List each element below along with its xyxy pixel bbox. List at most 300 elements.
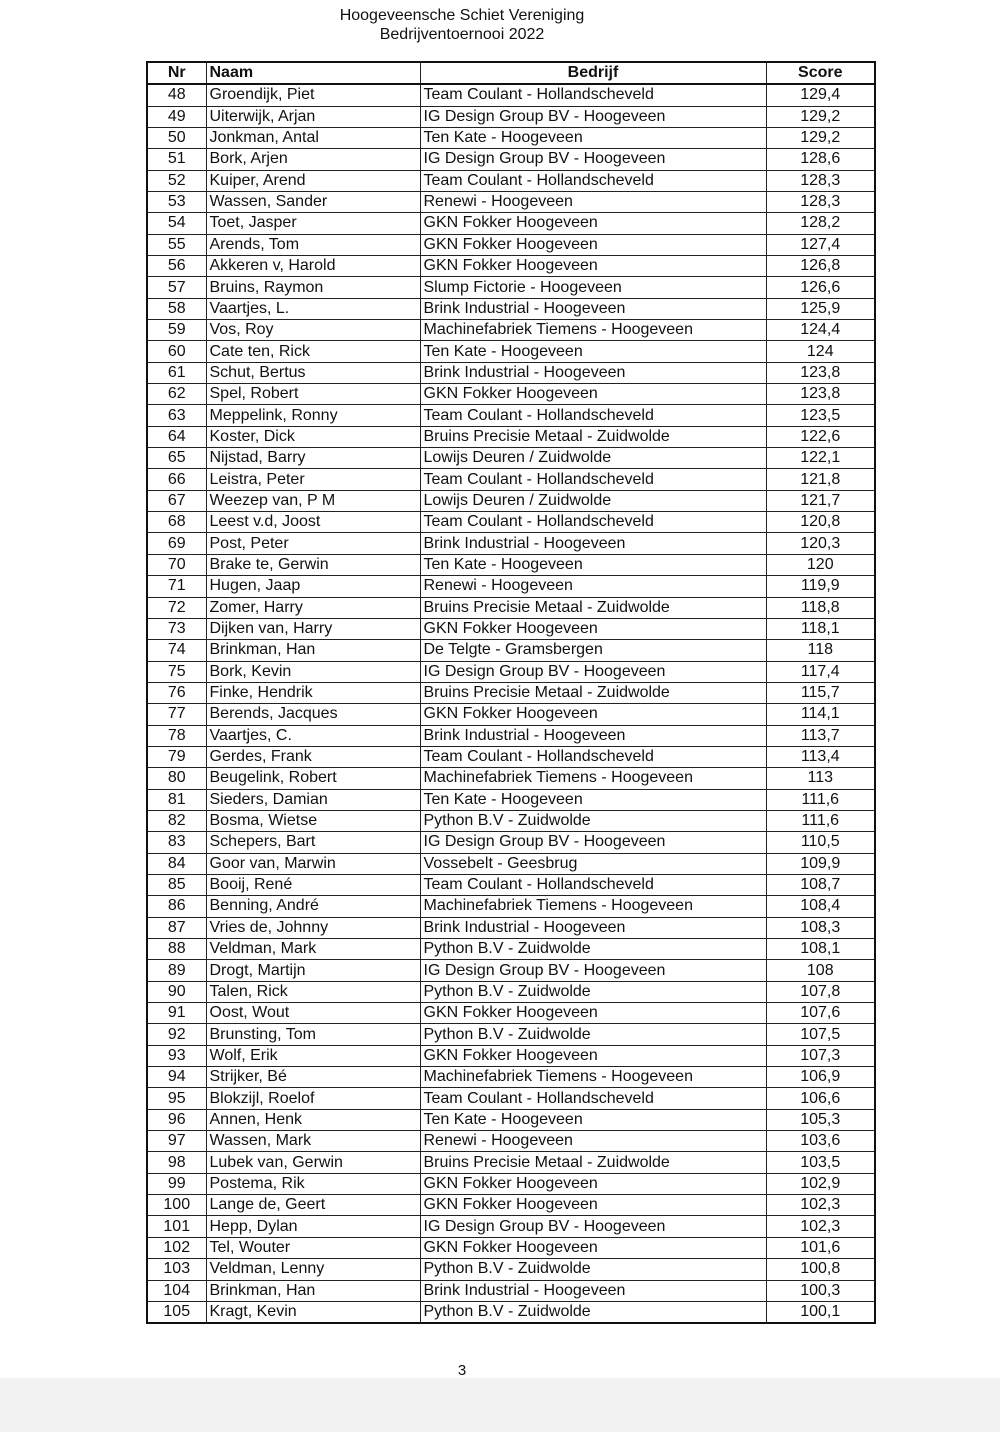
cell-naam: Dijken van, Harry: [206, 618, 420, 639]
cell-score: 109,9: [766, 853, 875, 874]
cell-bedrijf: GKN Fokker Hoogeveen: [420, 234, 766, 255]
table-row: [147, 1237, 875, 1258]
cell-naam: Koster, Dick: [206, 426, 420, 447]
cell-naam: Brunsting, Tom: [206, 1024, 420, 1045]
table-row: [147, 853, 875, 874]
cell-score: 113,7: [766, 725, 875, 746]
table-row: [147, 512, 875, 533]
cell-bedrijf: Brink Industrial - Hoogeveen: [420, 1280, 766, 1301]
cell-naam: Schepers, Bart: [206, 832, 420, 853]
cell-score: 111,6: [766, 789, 875, 810]
cell-score: 107,5: [766, 1024, 875, 1045]
table-row: [147, 106, 875, 127]
cell-naam: Toet, Jasper: [206, 213, 420, 234]
cell-naam: Leest v.d, Joost: [206, 512, 420, 533]
cell-naam: Hugen, Jaap: [206, 576, 420, 597]
cell-score: 118,1: [766, 618, 875, 639]
cell-nr: 71: [147, 576, 206, 597]
cell-bedrijf: Bruins Precisie Metaal - Zuidwolde: [420, 426, 766, 447]
cell-nr: 81: [147, 789, 206, 810]
cell-nr: 63: [147, 405, 206, 426]
cell-nr: 86: [147, 896, 206, 917]
cell-bedrijf: GKN Fokker Hoogeveen: [420, 256, 766, 277]
cell-nr: 76: [147, 682, 206, 703]
cell-naam: Gerdes, Frank: [206, 746, 420, 767]
cell-bedrijf: GKN Fokker Hoogeveen: [420, 213, 766, 234]
cell-bedrijf: Brink Industrial - Hoogeveen: [420, 298, 766, 319]
cell-bedrijf: Ten Kate - Hoogeveen: [420, 341, 766, 362]
cell-nr: 102: [147, 1237, 206, 1258]
cell-bedrijf: Machinefabriek Tiemens - Hoogeveen: [420, 768, 766, 789]
cell-bedrijf: Renewi - Hoogeveen: [420, 191, 766, 212]
cell-naam: Drogt, Martijn: [206, 960, 420, 981]
cell-nr: 92: [147, 1024, 206, 1045]
cell-nr: 80: [147, 768, 206, 789]
cell-bedrijf: GKN Fokker Hoogeveen: [420, 1045, 766, 1066]
cell-naam: Wassen, Sander: [206, 191, 420, 212]
cell-score: 123,8: [766, 384, 875, 405]
table-row: [147, 810, 875, 831]
cell-nr: 95: [147, 1088, 206, 1109]
cell-nr: 75: [147, 661, 206, 682]
cell-score: 113: [766, 768, 875, 789]
cell-bedrijf: IG Design Group BV - Hoogeveen: [420, 960, 766, 981]
table-row: [147, 960, 875, 981]
page-number-text: 3: [457, 1362, 467, 1379]
cell-naam: Benning, André: [206, 896, 420, 917]
cell-nr: 56: [147, 256, 206, 277]
cell-bedrijf: Python B.V - Zuidwolde: [420, 1301, 766, 1323]
table-row: [147, 1024, 875, 1045]
cell-bedrijf: Brink Industrial - Hoogeveen: [420, 725, 766, 746]
cell-nr: 100: [147, 1195, 206, 1216]
cell-score: 103,6: [766, 1131, 875, 1152]
cell-naam: Veldman, Lenny: [206, 1259, 420, 1280]
cell-naam: Meppelink, Ronny: [206, 405, 420, 426]
cell-naam: Vaartjes, L.: [206, 298, 420, 319]
cell-score: 108,3: [766, 917, 875, 938]
cell-bedrijf: GKN Fokker Hoogeveen: [420, 384, 766, 405]
cell-nr: 83: [147, 832, 206, 853]
cell-bedrijf: Ten Kate - Hoogeveen: [420, 127, 766, 148]
cell-nr: 51: [147, 149, 206, 170]
cell-naam: Annen, Henk: [206, 1109, 420, 1130]
cell-score: 123,5: [766, 405, 875, 426]
cell-naam: Nijstad, Barry: [206, 448, 420, 469]
cell-score: 103,5: [766, 1152, 875, 1173]
table-row: [147, 640, 875, 661]
table-row: [147, 1152, 875, 1173]
table-row: [147, 384, 875, 405]
cell-bedrijf: Lowijs Deuren / Zuidwolde: [420, 490, 766, 511]
cell-bedrijf: Team Coulant - Hollandscheveld: [420, 1088, 766, 1109]
cell-score: 120,3: [766, 533, 875, 554]
cell-bedrijf: Vossebelt - Geesbrug: [420, 853, 766, 874]
cell-bedrijf: Team Coulant - Hollandscheveld: [420, 874, 766, 895]
cell-score: 127,4: [766, 234, 875, 255]
cell-bedrijf: Team Coulant - Hollandscheveld: [420, 170, 766, 191]
column-header-nr: Nr: [147, 62, 206, 84]
cell-naam: Hepp, Dylan: [206, 1216, 420, 1237]
cell-nr: 53: [147, 191, 206, 212]
cell-bedrijf: Brink Industrial - Hoogeveen: [420, 362, 766, 383]
cell-bedrijf: Python B.V - Zuidwolde: [420, 939, 766, 960]
cell-bedrijf: GKN Fokker Hoogeveen: [420, 704, 766, 725]
cell-naam: Berends, Jacques: [206, 704, 420, 725]
cell-bedrijf: GKN Fokker Hoogeveen: [420, 1195, 766, 1216]
cell-nr: 50: [147, 127, 206, 148]
table-row: [147, 618, 875, 639]
cell-score: 124: [766, 341, 875, 362]
table-row: [147, 1045, 875, 1066]
cell-score: 117,4: [766, 661, 875, 682]
cell-bedrijf: Machinefabriek Tiemens - Hoogeveen: [420, 1067, 766, 1088]
cell-naam: Vries de, Johnny: [206, 917, 420, 938]
cell-naam: Spel, Robert: [206, 384, 420, 405]
cell-nr: 48: [147, 84, 206, 106]
cell-nr: 105: [147, 1301, 206, 1323]
cell-nr: 57: [147, 277, 206, 298]
cell-score: 121,8: [766, 469, 875, 490]
table-row: [147, 832, 875, 853]
cell-naam: Jonkman, Antal: [206, 127, 420, 148]
table-row: [147, 405, 875, 426]
cell-score: 106,6: [766, 1088, 875, 1109]
cell-naam: Strijker, Bé: [206, 1067, 420, 1088]
cell-nr: 59: [147, 320, 206, 341]
cell-nr: 98: [147, 1152, 206, 1173]
table-row: [147, 234, 875, 255]
table-row: [147, 448, 875, 469]
table-header-row: [147, 62, 875, 84]
cell-score: 129,4: [766, 84, 875, 106]
cell-naam: Brinkman, Han: [206, 640, 420, 661]
cell-score: 105,3: [766, 1109, 875, 1130]
cell-bedrijf: IG Design Group BV - Hoogeveen: [420, 661, 766, 682]
table-row: [147, 1131, 875, 1152]
cell-naam: Akkeren v, Harold: [206, 256, 420, 277]
cell-bedrijf: GKN Fokker Hoogeveen: [420, 1173, 766, 1194]
cell-nr: 82: [147, 810, 206, 831]
cell-nr: 90: [147, 981, 206, 1002]
table-row: [147, 1301, 875, 1323]
cell-score: 108,7: [766, 874, 875, 895]
cell-nr: 78: [147, 725, 206, 746]
table-row: [147, 533, 875, 554]
cell-bedrijf: Python B.V - Zuidwolde: [420, 1024, 766, 1045]
cell-bedrijf: IG Design Group BV - Hoogeveen: [420, 106, 766, 127]
cell-bedrijf: Bruins Precisie Metaal - Zuidwolde: [420, 597, 766, 618]
cell-bedrijf: Bruins Precisie Metaal - Zuidwolde: [420, 682, 766, 703]
table-row: [147, 256, 875, 277]
cell-naam: Brinkman, Han: [206, 1280, 420, 1301]
cell-nr: 54: [147, 213, 206, 234]
cell-score: 102,9: [766, 1173, 875, 1194]
table-row: [147, 170, 875, 191]
cell-naam: Bruins, Raymon: [206, 277, 420, 298]
cell-bedrijf: De Telgte - Gramsbergen: [420, 640, 766, 661]
cell-naam: Lubek van, Gerwin: [206, 1152, 420, 1173]
cell-nr: 73: [147, 618, 206, 639]
table-row: [147, 149, 875, 170]
cell-naam: Sieders, Damian: [206, 789, 420, 810]
cell-bedrijf: Team Coulant - Hollandscheveld: [420, 84, 766, 106]
cell-score: 100,3: [766, 1280, 875, 1301]
cell-bedrijf: Slump Fictorie - Hoogeveen: [420, 277, 766, 298]
cell-nr: 64: [147, 426, 206, 447]
cell-bedrijf: GKN Fokker Hoogeveen: [420, 1003, 766, 1024]
cell-naam: Talen, Rick: [206, 981, 420, 1002]
cell-score: 128,3: [766, 170, 875, 191]
cell-naam: Finke, Hendrik: [206, 682, 420, 703]
cell-bedrijf: Ten Kate - Hoogeveen: [420, 789, 766, 810]
table-row: [147, 1280, 875, 1301]
header-title: Hoogeveensche Schiet Vereniging: [339, 7, 585, 24]
cell-naam: Uiterwijk, Arjan: [206, 106, 420, 127]
cell-score: 100,1: [766, 1301, 875, 1323]
table-row: [147, 725, 875, 746]
cell-score: 123,8: [766, 362, 875, 383]
cell-naam: Kragt, Kevin: [206, 1301, 420, 1323]
cell-bedrijf: GKN Fokker Hoogeveen: [420, 1237, 766, 1258]
cell-naam: Zomer, Harry: [206, 597, 420, 618]
cell-nr: 91: [147, 1003, 206, 1024]
cell-score: 106,9: [766, 1067, 875, 1088]
cell-score: 108,4: [766, 896, 875, 917]
cell-nr: 74: [147, 640, 206, 661]
table-row: [147, 896, 875, 917]
cell-bedrijf: IG Design Group BV - Hoogeveen: [420, 149, 766, 170]
cell-score: 115,7: [766, 682, 875, 703]
cell-score: 102,3: [766, 1216, 875, 1237]
cell-nr: 87: [147, 917, 206, 938]
cell-nr: 62: [147, 384, 206, 405]
table-row: [147, 469, 875, 490]
table-row: [147, 298, 875, 319]
cell-score: 101,6: [766, 1237, 875, 1258]
cell-nr: 94: [147, 1067, 206, 1088]
cell-nr: 68: [147, 512, 206, 533]
cell-nr: 97: [147, 1131, 206, 1152]
cell-nr: 49: [147, 106, 206, 127]
cell-naam: Veldman, Mark: [206, 939, 420, 960]
table-row: [147, 597, 875, 618]
cell-score: 122,6: [766, 426, 875, 447]
cell-bedrijf: Brink Industrial - Hoogeveen: [420, 533, 766, 554]
cell-score: 119,9: [766, 576, 875, 597]
cell-score: 107,3: [766, 1045, 875, 1066]
cell-score: 122,1: [766, 448, 875, 469]
cell-score: 113,4: [766, 746, 875, 767]
cell-bedrijf: GKN Fokker Hoogeveen: [420, 618, 766, 639]
cell-nr: 104: [147, 1280, 206, 1301]
cell-naam: Beugelink, Robert: [206, 768, 420, 789]
cell-naam: Wassen, Mark: [206, 1131, 420, 1152]
cell-naam: Schut, Bertus: [206, 362, 420, 383]
cell-naam: Blokzijl, Roelof: [206, 1088, 420, 1109]
cell-score: 107,6: [766, 1003, 875, 1024]
cell-bedrijf: Brink Industrial - Hoogeveen: [420, 917, 766, 938]
table-row: [147, 127, 875, 148]
cell-nr: 72: [147, 597, 206, 618]
cell-bedrijf: Team Coulant - Hollandscheveld: [420, 405, 766, 426]
column-header-naam: Naam: [206, 62, 420, 84]
cell-nr: 69: [147, 533, 206, 554]
cell-bedrijf: Machinefabriek Tiemens - Hoogeveen: [420, 896, 766, 917]
cell-score: 128,2: [766, 213, 875, 234]
cell-score: 111,6: [766, 810, 875, 831]
cell-score: 118: [766, 640, 875, 661]
cell-naam: Post, Peter: [206, 533, 420, 554]
table-row: [147, 1173, 875, 1194]
cell-nr: 61: [147, 362, 206, 383]
cell-nr: 88: [147, 939, 206, 960]
column-header-score: Score: [766, 62, 875, 84]
cell-score: 118,8: [766, 597, 875, 618]
cell-bedrijf: Team Coulant - Hollandscheveld: [420, 746, 766, 767]
table-row: [147, 341, 875, 362]
table-row: [147, 84, 875, 106]
cell-score: 120: [766, 554, 875, 575]
table-row: [147, 939, 875, 960]
cell-score: 129,2: [766, 106, 875, 127]
cell-naam: Booij, René: [206, 874, 420, 895]
cell-nr: 52: [147, 170, 206, 191]
table-row: [147, 191, 875, 212]
document-header: [0, 6, 1000, 44]
cell-nr: 60: [147, 341, 206, 362]
page-bottom-shade: [0, 1378, 1000, 1432]
cell-bedrijf: Machinefabriek Tiemens - Hoogeveen: [420, 320, 766, 341]
cell-bedrijf: Python B.V - Zuidwolde: [420, 981, 766, 1002]
table-row: [147, 576, 875, 597]
table-row: [147, 661, 875, 682]
cell-nr: 77: [147, 704, 206, 725]
cell-score: 108: [766, 960, 875, 981]
cell-score: 114,1: [766, 704, 875, 725]
cell-score: 126,8: [766, 256, 875, 277]
cell-nr: 89: [147, 960, 206, 981]
table-body: [147, 84, 875, 1323]
cell-nr: 58: [147, 298, 206, 319]
table-row: [147, 682, 875, 703]
table-row: [147, 213, 875, 234]
cell-bedrijf: IG Design Group BV - Hoogeveen: [420, 1216, 766, 1237]
cell-naam: Cate ten, Rick: [206, 341, 420, 362]
page-number: [0, 1362, 1000, 1379]
cell-bedrijf: Team Coulant - Hollandscheveld: [420, 469, 766, 490]
cell-bedrijf: IG Design Group BV - Hoogeveen: [420, 832, 766, 853]
cell-nr: 67: [147, 490, 206, 511]
cell-score: 126,6: [766, 277, 875, 298]
table-row: [147, 981, 875, 1002]
table-row: [147, 1216, 875, 1237]
cell-bedrijf: Lowijs Deuren / Zuidwolde: [420, 448, 766, 469]
results-table: [146, 61, 876, 1324]
table-row: [147, 1195, 875, 1216]
cell-nr: 70: [147, 554, 206, 575]
header-subtitle: Bedrijventoernooi 2022: [379, 26, 545, 43]
cell-naam: Groendijk, Piet: [206, 84, 420, 106]
cell-naam: Goor van, Marwin: [206, 853, 420, 874]
cell-naam: Lange de, Geert: [206, 1195, 420, 1216]
table-row: [147, 917, 875, 938]
cell-score: 121,7: [766, 490, 875, 511]
cell-bedrijf: Renewi - Hoogeveen: [420, 1131, 766, 1152]
cell-score: 128,3: [766, 191, 875, 212]
cell-naam: Postema, Rik: [206, 1173, 420, 1194]
cell-naam: Oost, Wout: [206, 1003, 420, 1024]
column-header-bedrijf: Bedrijf: [420, 62, 766, 84]
cell-nr: 65: [147, 448, 206, 469]
cell-naam: Wolf, Erik: [206, 1045, 420, 1066]
table-row: [147, 874, 875, 895]
table-row: [147, 1003, 875, 1024]
cell-score: 120,8: [766, 512, 875, 533]
cell-bedrijf: Python B.V - Zuidwolde: [420, 1259, 766, 1280]
cell-naam: Weezep van, P M: [206, 490, 420, 511]
table-row: [147, 426, 875, 447]
cell-bedrijf: Ten Kate - Hoogeveen: [420, 554, 766, 575]
table-row: [147, 1259, 875, 1280]
cell-nr: 99: [147, 1173, 206, 1194]
table-row: [147, 1067, 875, 1088]
cell-naam: Vaartjes, C.: [206, 725, 420, 746]
cell-score: 110,5: [766, 832, 875, 853]
cell-score: 128,6: [766, 149, 875, 170]
cell-nr: 96: [147, 1109, 206, 1130]
table-row: [147, 746, 875, 767]
cell-score: 129,2: [766, 127, 875, 148]
cell-bedrijf: Python B.V - Zuidwolde: [420, 810, 766, 831]
table-row: [147, 277, 875, 298]
cell-naam: Bosma, Wietse: [206, 810, 420, 831]
cell-naam: Brake te, Gerwin: [206, 554, 420, 575]
table-row: [147, 1109, 875, 1130]
cell-score: 125,9: [766, 298, 875, 319]
table-row: [147, 554, 875, 575]
cell-bedrijf: Renewi - Hoogeveen: [420, 576, 766, 597]
cell-naam: Leistra, Peter: [206, 469, 420, 490]
table-row: [147, 1088, 875, 1109]
cell-score: 108,1: [766, 939, 875, 960]
table-row: [147, 789, 875, 810]
cell-nr: 55: [147, 234, 206, 255]
cell-naam: Bork, Kevin: [206, 661, 420, 682]
table-row: [147, 320, 875, 341]
cell-nr: 84: [147, 853, 206, 874]
cell-score: 100,8: [766, 1259, 875, 1280]
cell-nr: 103: [147, 1259, 206, 1280]
cell-nr: 93: [147, 1045, 206, 1066]
cell-score: 124,4: [766, 320, 875, 341]
cell-naam: Vos, Roy: [206, 320, 420, 341]
cell-bedrijf: Ten Kate - Hoogeveen: [420, 1109, 766, 1130]
cell-nr: 79: [147, 746, 206, 767]
cell-nr: 101: [147, 1216, 206, 1237]
cell-naam: Kuiper, Arend: [206, 170, 420, 191]
table-row: [147, 704, 875, 725]
cell-naam: Bork, Arjen: [206, 149, 420, 170]
cell-bedrijf: Bruins Precisie Metaal - Zuidwolde: [420, 1152, 766, 1173]
table-row: [147, 490, 875, 511]
cell-score: 107,8: [766, 981, 875, 1002]
table-row: [147, 768, 875, 789]
cell-naam: Tel, Wouter: [206, 1237, 420, 1258]
cell-nr: 66: [147, 469, 206, 490]
cell-bedrijf: Team Coulant - Hollandscheveld: [420, 512, 766, 533]
cell-naam: Arends, Tom: [206, 234, 420, 255]
